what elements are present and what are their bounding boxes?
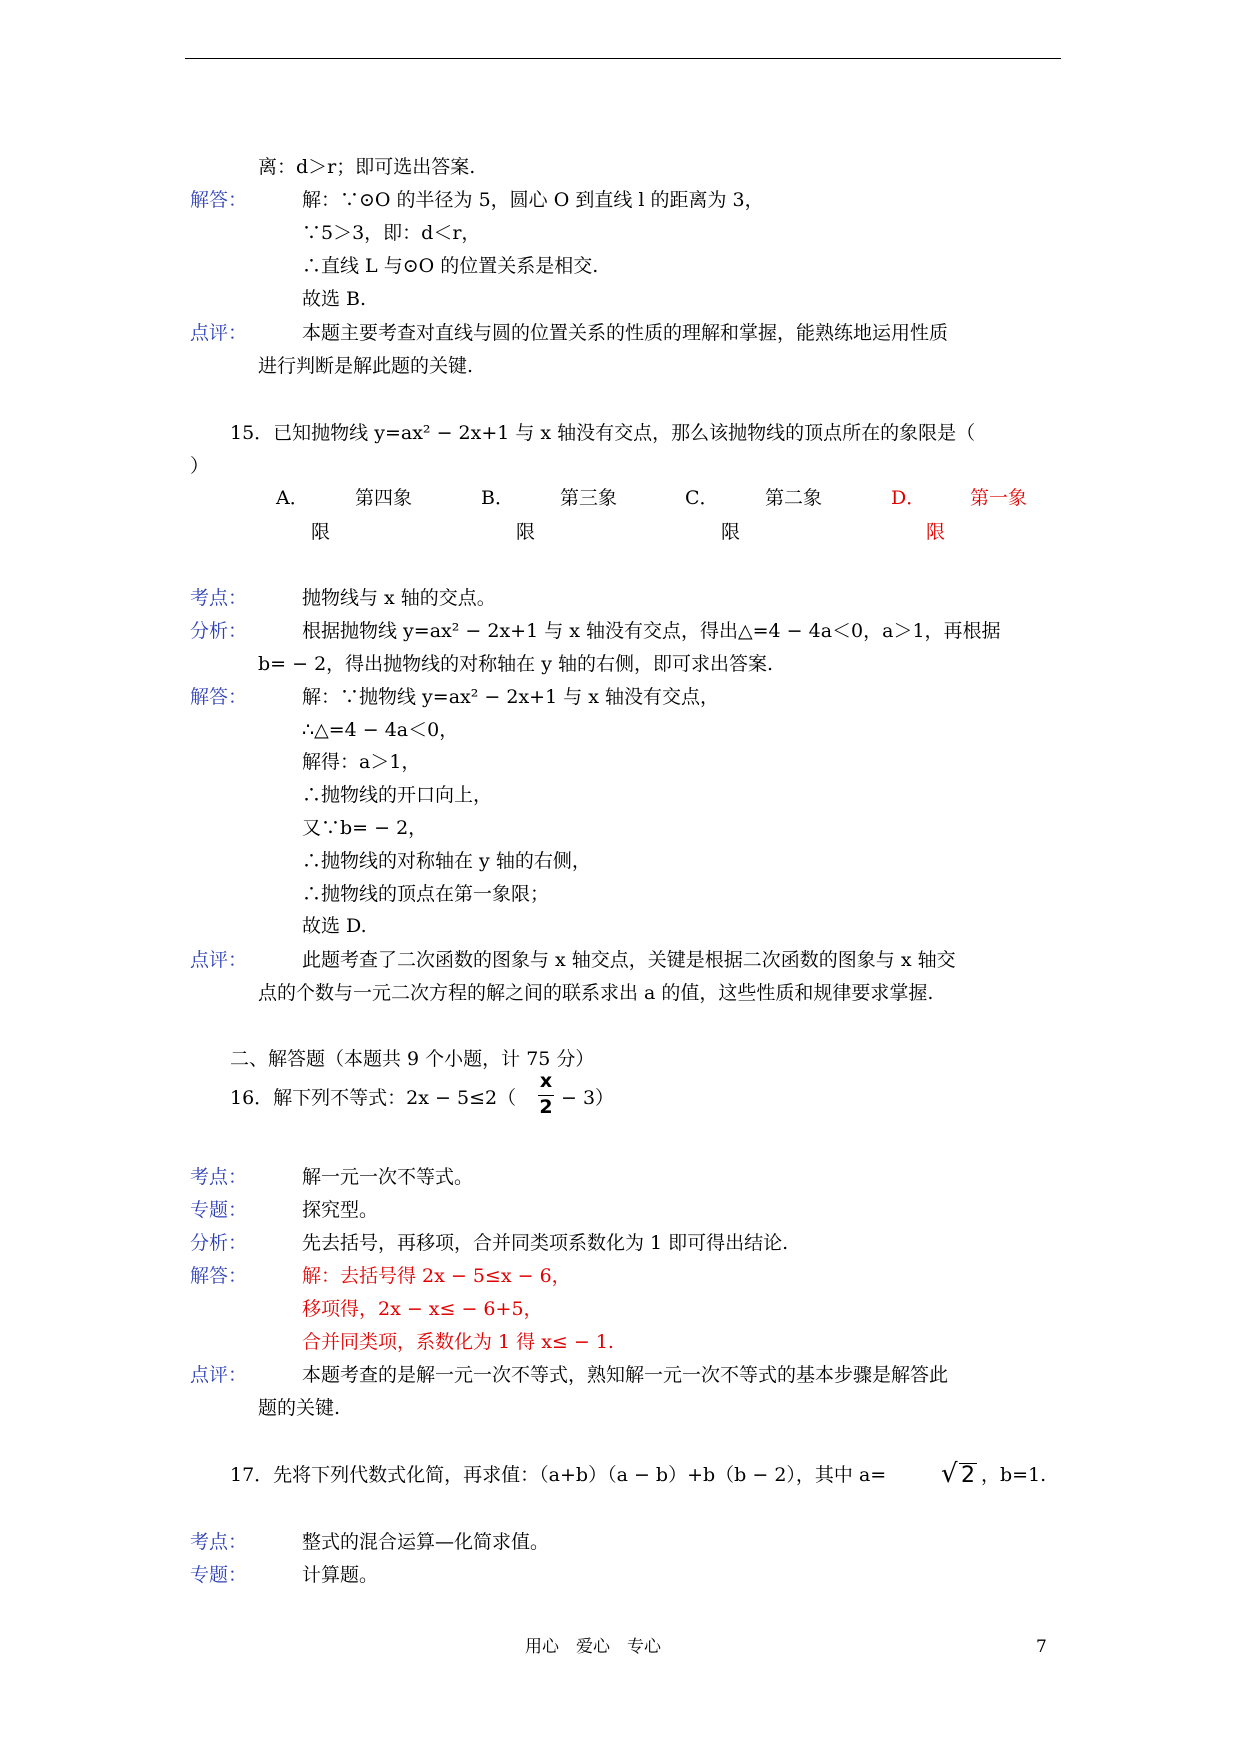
q16-stem: 16．解下列不等式：2x − 5≤2（ xyxy=(230,1087,517,1109)
jieda-line: 故选 B. xyxy=(302,288,367,310)
jieda-line: ∴抛物线的开口向上， xyxy=(302,784,493,806)
q17-stem-end: ，b=1. xyxy=(981,1464,1047,1486)
jieda-line: ∴△=4 − 4a＜0， xyxy=(302,719,459,741)
option-text-c: 第二象 xyxy=(765,487,823,509)
jieda-line: 移项得，2x − x≤ − 6+5， xyxy=(302,1298,543,1320)
jieda-line: 又∵b= − 2， xyxy=(302,817,428,839)
dianping-line: 此题考查了二次函数的图象与 x 轴交点，关键是根据二次函数的图象与 x 轴交 xyxy=(302,949,956,971)
option-text-c-cont: 限 xyxy=(721,521,741,543)
zhuanti-label: 专题： xyxy=(190,1564,248,1586)
jieda-line: 故选 D. xyxy=(302,915,367,937)
fraction-denominator: 2 xyxy=(539,1096,553,1118)
option-text-a: 第四象 xyxy=(355,487,413,509)
jieda-label: 解答： xyxy=(190,686,248,708)
fraction-numerator: x xyxy=(539,1070,553,1092)
jieda-line: 解：∵⊙O 的半径为 5，圆心 O 到直线 l 的距离为 3， xyxy=(302,189,764,211)
fenxi-line: 根据抛物线 y=ax² − 2x+1 与 x 轴没有交点，得出△=4 − 4a＜0，a＞1，再根据 xyxy=(302,620,1001,642)
dianping-label: 点评： xyxy=(190,322,248,344)
dianping-label: 点评： xyxy=(190,949,248,971)
page-number: 7 xyxy=(1036,1637,1047,1657)
jieda-line: ∴抛物线的对称轴在 y 轴的右侧， xyxy=(302,850,591,872)
q15-stem-end: ） xyxy=(190,455,210,477)
kaodian-label: 考点： xyxy=(190,587,248,609)
sqrt-value: 2 xyxy=(961,1463,975,1488)
kaodian-text: 解一元一次不等式。 xyxy=(302,1166,474,1188)
jieda-line: ∴直线 L 与⊙O 的位置关系是相交. xyxy=(302,255,599,277)
fenxi-line: b= − 2，得出抛物线的对称轴在 y 轴的右侧，即可求出答案. xyxy=(258,653,774,675)
option-letter-d: D． xyxy=(891,487,926,509)
fenxi-label: 分析： xyxy=(190,1232,248,1254)
dianping-line: 本题主要考查对直线与圆的位置关系的性质的理解和掌握，能熟练地运用性质 xyxy=(302,322,949,344)
dianping-line: 点的个数与一元二次方程的解之间的联系求出 a 的值，这些性质和规律要求掌握. xyxy=(258,982,934,1004)
jieda-line: 解：∵抛物线 y=ax² − 2x+1 与 x 轴没有交点， xyxy=(302,686,719,708)
jieda-line: 解：去括号得 2x − 5≤x − 6， xyxy=(302,1265,571,1287)
option-text-b: 第三象 xyxy=(560,487,618,509)
continued-text: 离：d＞r；即可选出答案. xyxy=(258,156,476,178)
jieda-line: ∴抛物线的顶点在第一象限； xyxy=(302,883,550,905)
kaodian-label: 考点： xyxy=(190,1166,248,1188)
jieda-line: 合并同类项，系数化为 1 得 x≤ − 1. xyxy=(302,1331,614,1353)
zhuanti-text: 计算题。 xyxy=(302,1564,379,1586)
option-text-a-cont: 限 xyxy=(311,521,331,543)
jieda-line: ∵5＞3，即：d＜r， xyxy=(302,222,481,244)
section-heading: 二、解答题（本题共 9 个小题，计 75 分） xyxy=(230,1048,595,1070)
kaodian-text: 整式的混合运算—化简求值。 xyxy=(302,1531,550,1553)
option-letter-a: A． xyxy=(276,487,309,509)
option-text-d: 第一象 xyxy=(970,487,1028,509)
q15-stem: 15．已知抛物线 y=ax² − 2x+1 与 x 轴没有交点，那么该抛物线的顶点所在的象限是（ xyxy=(230,422,976,444)
dianping-line: 进行判断是解此题的关键. xyxy=(258,355,474,377)
zhuanti-text: 探究型。 xyxy=(302,1199,379,1221)
dianping-line: 题的关键. xyxy=(258,1397,341,1419)
jieda-line: 解得：a＞1， xyxy=(302,751,421,773)
kaodian-text: 抛物线与 x 轴的交点。 xyxy=(302,587,496,609)
jieda-label: 解答： xyxy=(190,189,248,211)
fenxi-text: 先去括号，再移项，合并同类项系数化为 1 即可得出结论. xyxy=(302,1232,789,1254)
q17-stem: 17．先将下列代数式化简，再求值：（a+b）（a − b）+b（b − 2），其中 a= xyxy=(230,1464,887,1486)
fenxi-label: 分析： xyxy=(190,620,248,642)
zhuanti-label: 专题： xyxy=(190,1199,248,1221)
footer-motto: 用心 爱心 专心 xyxy=(525,1637,661,1657)
jieda-label: 解答： xyxy=(190,1265,248,1287)
dianping-label: 点评： xyxy=(190,1364,248,1386)
option-letter-b: B． xyxy=(481,487,514,509)
header-rule xyxy=(185,58,1061,59)
kaodian-label: 考点： xyxy=(190,1531,248,1553)
dianping-line: 本题考查的是解一元一次不等式，熟知解一元一次不等式的基本步骤是解答此 xyxy=(302,1364,949,1386)
option-letter-c: C． xyxy=(685,487,719,509)
option-text-b-cont: 限 xyxy=(516,521,536,543)
q16-stem-end: − 3） xyxy=(561,1087,615,1109)
sqrt-symbol: √ xyxy=(941,1459,958,1489)
option-text-d-cont: 限 xyxy=(926,521,946,543)
